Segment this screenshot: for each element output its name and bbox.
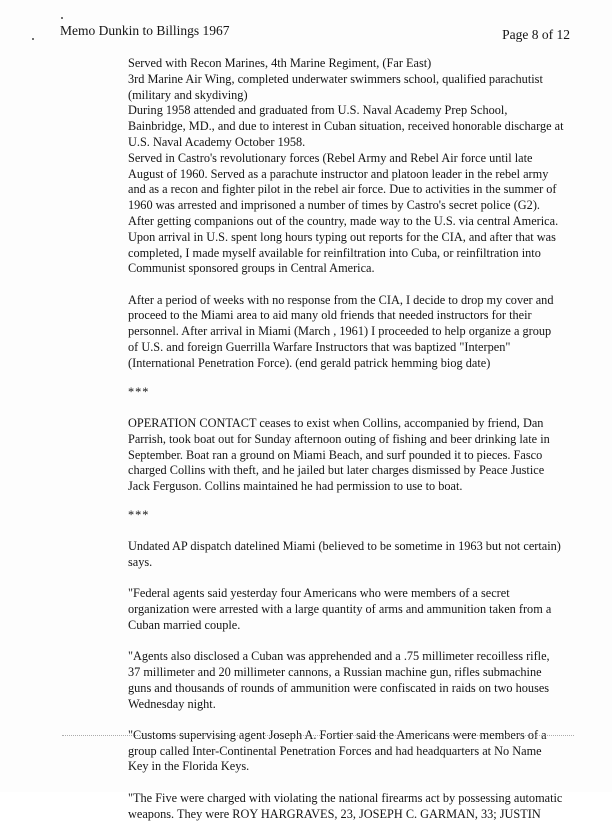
scan-speck <box>32 38 34 40</box>
page-number: Page 8 of 12 <box>502 27 570 42</box>
body-line: 3rd Marine Air Wing, completed underwater swimmers school, qualified parachutist (military and skydiving) <box>128 71 543 102</box>
paragraph-after-cia: After a period of weeks with no response from the CIA, I decide to drop my cover and proceed to the Miami area to aid many old friends that needed instructors for their personnel. After arrival in Miami (March , 1961) I proceeded to help organize a group of U.S. and foreign Guerrilla Warfare Instructors that was baptized "Interpen" (International Penetration Force). (end gerald patrick hemming biog date) <box>128 292 554 370</box>
body-line: During 1958 attended and graduated from U.S. Naval Academy Prep School, Bainbridge, MD., and due to interest in Cuban situation, received honorable discharge at U.S. Naval Academy October 1958. <box>128 103 564 149</box>
quote-paragraph: "Customs supervising agent Joseph A. Fortier said the Americans were members of a group called Inter-Continental Penetration Forces and had headquarters at No Name Key in the Florida Keys. <box>128 727 547 774</box>
scan-speck <box>61 17 63 19</box>
quote-paragraph: "Federal agents said yesterday four Americans who were members of a secret organization were arrested with a large quantity of arms and ammunition taken from a Cuban married couple. <box>128 586 552 632</box>
footer-scan-artifact <box>62 735 574 739</box>
section-separator: *** <box>128 384 150 399</box>
quote-paragraph: "The Five were charged with violating the national firearms act by possessing automatic weapons. They were ROY HARGRAVES, 23, JOSEPH C. GARMAN, 33; JUSTIN <box>128 790 563 821</box>
section-separator: *** <box>128 507 150 522</box>
quote-paragraph: "Agents also disclosed a Cuban was apprehended and a .75 millimeter recoilless rifle, 37 millimeter and 20 millimeter cannons, a Russian machine gun, rifles submachine guns and thousands of rounds of ammunition were confiscated in raids on two houses Wednesday night. <box>128 649 550 711</box>
paragraph-operation-contact: OPERATION CONTACT ceases to exist when Collins, accompanied by friend, Dan Parrish, took boat out for Sunday afternoon outing of fishing and beer drinking late in September. Boat ran a ground on Miami Beach, and surf pounded it to pieces. Fasco charged Collins with theft, and he jailed but later charges dismissed by Peace Justice Jack Ferguson. Collins maintained he had permission to use to boat. <box>128 415 550 494</box>
body-line: Served with Recon Marines, 4th Marine Regiment, (Far East) <box>128 56 432 70</box>
memo-body <box>128 56 564 822</box>
body-line: Served in Castro's revolutionary forces (Rebel Army and Rebel Air force until late August of 1960. Served as a parachute instructor and platoon leader in the rebel army and as a recon and fighter pilot in the rebel air force. Due to activities in the summer of 1960 was arrested and imprisoned a number of times by Castro's secret police (G2). After getting companions out of the country, made way to the U.S. via central America. Upon arrival in U.S. spent long hours typing out reports for the CIA, and after that was completed, I made myself available for reinfiltration into Cuba, or reinfiltration into Communist sponsored groups in Central America. <box>128 150 559 276</box>
paragraph-ap-dispatch: Undated AP dispatch datelined Miami (believed to be sometime in 1963 but not certain) says. <box>128 539 561 570</box>
header-title: Memo Dunkin to Billings 1967 <box>60 23 230 38</box>
